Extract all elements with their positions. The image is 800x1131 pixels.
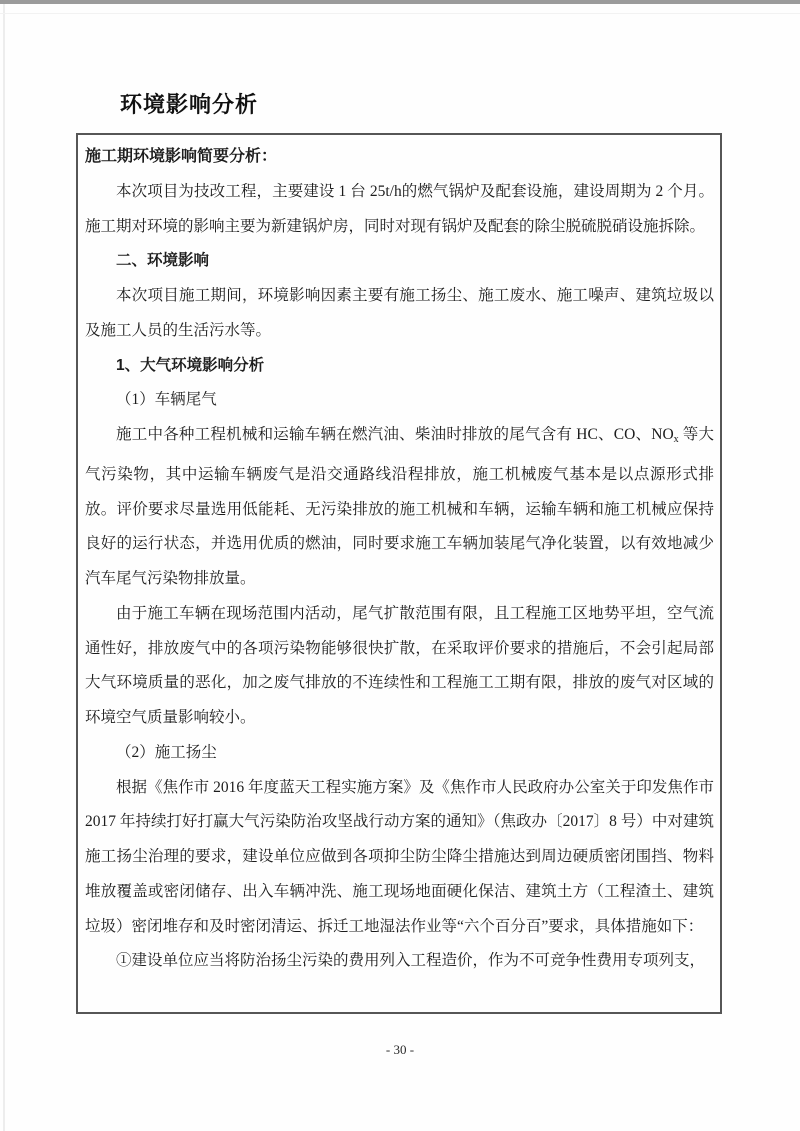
heading-vehicle-exhaust: （1）车辆尾气	[116, 391, 217, 409]
paragraph-dust-cost-measure: ①建设单位应当将防治扬尘污染的费用列入工程造价，作为不可竞争性费用专项列支，	[116, 952, 706, 970]
heading-environment-impact: 二、环境影响	[116, 252, 210, 270]
page-title: 环境影响分析	[120, 92, 259, 117]
scan-edge-left	[3, 4, 5, 1131]
scan-edge-horizontal	[0, 13, 800, 14]
box-heading: 施工期环境影响简要分析：	[85, 148, 278, 165]
scan-edge-top	[0, 0, 800, 4]
heading-construction-dust: （2）施工扬尘	[116, 743, 217, 761]
heading-air-environment-analysis: 1、大气环境影响分析	[116, 356, 265, 374]
content-box	[76, 133, 722, 1014]
text-segment-post-nox: 等大气污染物，其中运输车辆废气是沿交通路线沿程排放，施工机械废气基本是以点源形式排放。评价要求尽量选用低能耗、无污染排放的施工机械和车辆，运输车辆和施工机械应保持良好的运行状态，并选用优质的燃油，同时要求施工车辆加装尾气净化装置，以有效地减少汽车尾气污染物排放量。	[85, 426, 714, 587]
text-segment-pre-nox: 施工中各种工程机械和运输车辆在燃汽油、柴油时排放的尾气含有 HC、CO、NO	[116, 426, 674, 443]
nox-subscript: x	[673, 434, 679, 445]
paragraph-project-overview: 本次项目为技改工程，主要建设 1 台 25t/h的燃气锅炉及配套设施，建设周期为 2 个月。施工期对环境的影响主要为新建锅炉房，同时对现有锅炉及配套的除尘脱硫脱硝设施拆除。	[85, 182, 714, 235]
paragraph-exhaust-dispersion: 由于施工车辆在现场范围内活动，尾气扩散范围有限，且工程施工区地势平坦，空气流通性好，排放废气中的各项污染物能够很快扩散，在采取评价要求的措施后，不会引起局部大气环境质量的恶化，加之废气排放的不连续性和工程施工工期有限，排放的废气对区域的环境空气质量影响较小。	[85, 604, 714, 726]
paragraph-dust-control-requirements: 根据《焦作市 2016 年度蓝天工程实施方案》及《焦作市人民政府办公室关于印发焦作市 2017 年持续打好打赢大气污染防治攻坚战行动方案的通知》（焦政办〔2017〕8 号）中对建筑施工扬尘治理的要求，建设单位应做到各项抑尘防尘降尘措施达到周边硬质密闭围挡、物料堆放覆盖或密闭储存、出入车辆冲洗、施工现场地面硬化保洁、建筑土方（工程渣土、建筑垃圾）密闭堆存和及时密闭清运、拆迁工地湿法作业等“六个百分百”要求，具体措施如下：	[85, 778, 714, 935]
paragraph-vehicle-exhaust	[85, 418, 714, 597]
page-number: - 30 -	[385, 1042, 415, 1057]
paragraph-impact-factors: 本次项目施工期间，环境影响因素主要有施工扬尘、施工废水、施工噪声、建筑垃圾以及施工人员的生活污水等。	[85, 287, 714, 339]
